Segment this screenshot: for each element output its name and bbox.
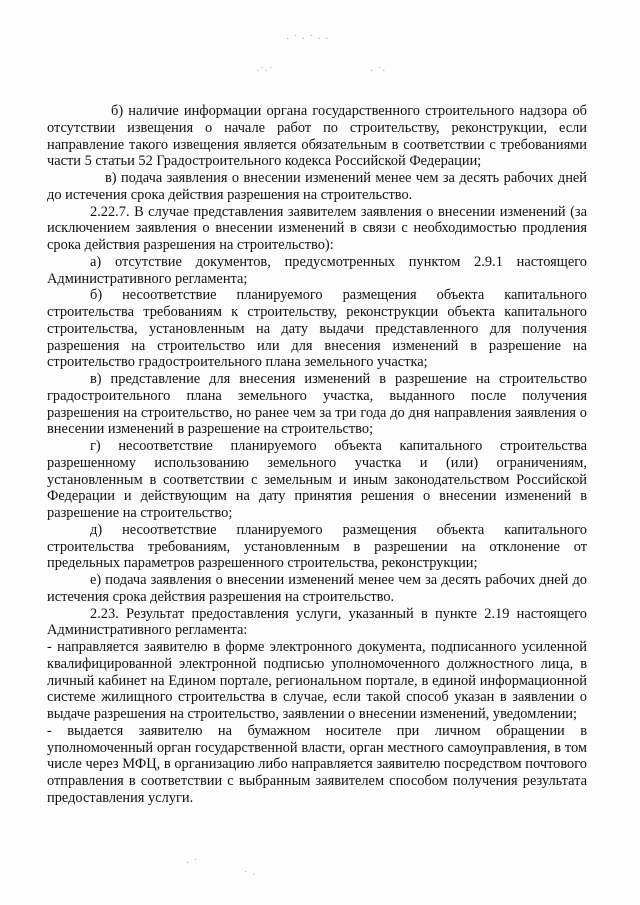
paragraph-p-b: б) наличие информации органа государственного строительного надзора об отсутствии извещения о начале работ по строительству, реконструкции, если направление такого извещения является обязательным в соответствии с требованиями части 5 статьи 52 Градостроительного кодекса Российской Федерации; [47, 103, 587, 170]
paragraph-p-v: в) подача заявления о внесении изменений менее чем за десять рабочих дней до истечения срока действия разрешения на строительство. [47, 170, 587, 203]
paragraph-p-e: е) подача заявления о внесении изменений менее чем за десять рабочих дней до истечения срока действия разрешения на строительство. [47, 572, 587, 605]
scan-artifact: · ˙ · ˙ · · [286, 34, 330, 45]
scan-artifact: · ˙· [370, 66, 387, 77]
paragraph-p-a: а) отсутствие документов, предусмотренных пунктом 2.9.1 настоящего Административного регламента; [47, 253, 587, 287]
paragraph-p-v2: в) представление для внесения изменений в разрешение на строительство градостроительного плана земельного участка, выданного после получения разрешения на строительство, но ранее чем за три года до дня направления заявления о внесении изменений в разрешение на строительство; [47, 371, 587, 438]
paragraph-p-dash1: - направляется заявителю в форме электронного документа, подписанного усиленной квалифицированной электронной подписью уполномоченного должностного лица, в личный кабинет на Едином портале, региональном портале, в единой информационной системе жилищного строительства в случае, если такой способ указан в заявлении о выдаче разрешения на строительство, заявлении о внесении изменений, уведомлении; [47, 639, 587, 722]
paragraph-p-2-23: 2.23. Результат предоставления услуги, указанный в пункте 2.19 настоящего Административного регламента: [47, 605, 587, 639]
scan-artifact: ˙ · [244, 870, 257, 881]
paragraph-p-2-22-7: 2.22.7. В случае представления заявителем заявления о внесении изменений (за исключением заявления о внесении изменений в связи с необходимостью продления срока действия разрешения на строительство): [47, 203, 587, 253]
paragraph-p-b2: б) несоответствие планируемого размещения объекта капитального строительства требованиям к строительству, реконструкции объекта капитального строительства, установленным на дату выдачи представленного для получения разрешения на строительство или для внесения изменений в разрешение на строительство градостроительного плана земельного участка; [47, 287, 587, 371]
paragraph-p-d: д) несоответствие планируемого размещения объекта капитального строительства требованиям, установленным в разрешении на отклонение от предельных параметров разрешенного строительства, реконструкции; [47, 521, 587, 572]
scan-artifact: · ˙ [186, 858, 199, 869]
paragraph-p-dash2: - выдается заявителю на бумажном носителе при личном обращении в уполномоченный орган государственной власти, орган местного самоуправления, в том числе через МФЦ, в организацию либо направляется заявителю посредством почтового отправления в соответствии с выбранным заявителем способом получения результата предоставления услуги. [47, 722, 587, 806]
scan-artifact: ·˙·˙ [256, 66, 274, 77]
document-body [47, 103, 587, 807]
paragraph-p-g: г) несоответствие планируемого объекта капитального строительства разрешенному использованию земельного участка и (или) ограничениям, установленным в соответствии с земельным и иным законодательством Российской Федерации и действующим на дату принятия решения о внесении изменений в разрешение на строительство; [47, 438, 587, 521]
